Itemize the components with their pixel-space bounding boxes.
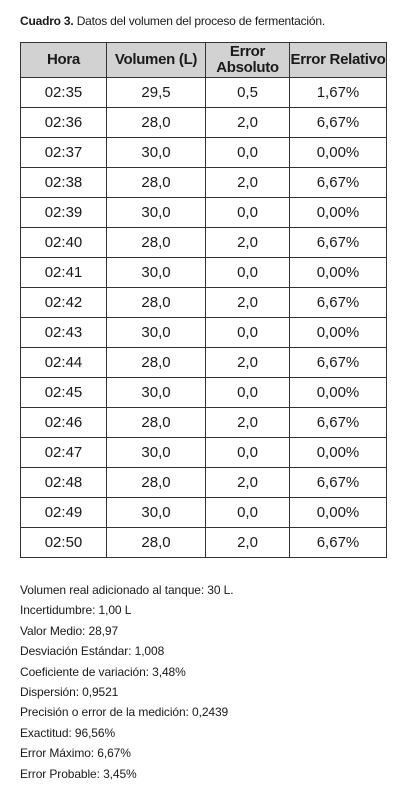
cell-error-relativo: 6,67% <box>290 228 387 258</box>
note-line: Incertidumbre: 1,00 L <box>20 603 132 618</box>
header-error-absoluto: Error Absoluto <box>206 43 290 78</box>
cell-error-relativo: 0,00% <box>290 198 387 228</box>
cell-hora: 02:37 <box>21 138 107 168</box>
table-row <box>21 348 387 378</box>
cell-hora: 02:40 <box>21 228 107 258</box>
table-caption <box>20 14 325 28</box>
caption-text: Datos del volumen del proceso de fermentación. <box>76 14 325 28</box>
cell-volumen: 30,0 <box>107 198 206 228</box>
note-line: Dispersión: 0,9521 <box>20 685 119 700</box>
table-row <box>21 258 387 288</box>
note-line: Coeficiente de variación: 3,48% <box>20 664 186 679</box>
note-line: Precisión o error de la medición: 0,2439 <box>20 705 229 720</box>
cell-error-absoluto: 2,0 <box>206 468 290 498</box>
table-row <box>21 468 387 498</box>
cell-volumen: 30,0 <box>107 318 206 348</box>
cell-volumen: 28,0 <box>107 408 206 438</box>
note-line: Valor Medio: 28,97 <box>20 623 119 638</box>
cell-error-absoluto: 0,0 <box>206 318 290 348</box>
table-row <box>21 498 387 528</box>
table-row <box>21 288 387 318</box>
cell-hora: 02:46 <box>21 408 107 438</box>
cell-hora: 02:44 <box>21 348 107 378</box>
table-row <box>21 318 387 348</box>
cell-error-relativo: 6,67% <box>290 288 387 318</box>
table-row <box>21 528 387 558</box>
cell-error-absoluto: 0,0 <box>206 378 290 408</box>
table-row <box>21 438 387 468</box>
cell-error-relativo: 6,67% <box>290 528 387 558</box>
fermentation-volume-table <box>20 42 387 558</box>
cell-error-absoluto: 2,0 <box>206 228 290 258</box>
cell-error-absoluto: 0,0 <box>206 438 290 468</box>
cell-volumen: 29,5 <box>107 78 206 108</box>
table-row <box>21 228 387 258</box>
cell-error-relativo: 0,00% <box>290 438 387 468</box>
cell-error-absoluto: 0,0 <box>206 498 290 528</box>
cell-volumen: 28,0 <box>107 528 206 558</box>
cell-error-absoluto: 2,0 <box>206 528 290 558</box>
table-row <box>21 198 387 228</box>
note-line: Desviación Estándar: 1,008 <box>20 644 165 659</box>
cell-error-relativo: 0,00% <box>290 498 387 528</box>
table-row <box>21 78 387 108</box>
caption-label: Cuadro 3. <box>20 14 74 28</box>
note-line: Volumen real adicionado al tanque: 30 L. <box>20 583 234 597</box>
cell-error-relativo: 6,67% <box>290 408 387 438</box>
cell-volumen: 28,0 <box>107 348 206 378</box>
table-row <box>21 138 387 168</box>
cell-hora: 02:36 <box>21 108 107 138</box>
header-hora: Hora <box>21 43 107 78</box>
cell-error-absoluto: 0,0 <box>206 198 290 228</box>
cell-error-relativo: 6,67% <box>290 348 387 378</box>
cell-error-absoluto: 2,0 <box>206 408 290 438</box>
cell-volumen: 30,0 <box>107 258 206 288</box>
cell-error-relativo: 6,67% <box>290 168 387 198</box>
cell-hora: 02:45 <box>21 378 107 408</box>
cell-hora: 02:48 <box>21 468 107 498</box>
table-header-row <box>21 43 387 78</box>
cell-volumen: 28,0 <box>107 288 206 318</box>
cell-error-relativo: 6,67% <box>290 108 387 138</box>
note-line: Exactitud: 96,56% <box>20 725 116 740</box>
cell-error-absoluto: 0,0 <box>206 138 290 168</box>
cell-error-relativo: 0,00% <box>290 318 387 348</box>
note-line: Error Máximo: 6,67% <box>20 746 131 761</box>
cell-hora: 02:35 <box>21 78 107 108</box>
cell-hora: 02:43 <box>21 318 107 348</box>
cell-volumen: 30,0 <box>107 438 206 468</box>
cell-volumen: 28,0 <box>107 468 206 498</box>
cell-error-absoluto: 0,5 <box>206 78 290 108</box>
cell-hora: 02:49 <box>21 498 107 528</box>
cell-error-relativo: 0,00% <box>290 378 387 408</box>
cell-hora: 02:50 <box>21 528 107 558</box>
table-row <box>21 408 387 438</box>
cell-hora: 02:39 <box>21 198 107 228</box>
cell-hora: 02:38 <box>21 168 107 198</box>
cell-volumen: 30,0 <box>107 138 206 168</box>
summary-notes <box>20 580 234 784</box>
cell-hora: 02:42 <box>21 288 107 318</box>
cell-error-absoluto: 0,0 <box>206 258 290 288</box>
cell-error-relativo: 0,00% <box>290 258 387 288</box>
table-row <box>21 108 387 138</box>
cell-volumen: 28,0 <box>107 168 206 198</box>
cell-volumen: 30,0 <box>107 378 206 408</box>
cell-error-absoluto: 2,0 <box>206 348 290 378</box>
table-row <box>21 378 387 408</box>
header-error-relativo: Error Relativo <box>290 43 387 78</box>
note-line: Error Probable: 3,45% <box>20 766 137 781</box>
header-volumen: Volumen (L) <box>107 43 206 78</box>
table-body <box>21 78 387 558</box>
cell-volumen: 30,0 <box>107 498 206 528</box>
cell-error-absoluto: 2,0 <box>206 288 290 318</box>
cell-error-relativo: 1,67% <box>290 78 387 108</box>
cell-error-relativo: 6,67% <box>290 468 387 498</box>
cell-error-absoluto: 2,0 <box>206 108 290 138</box>
cell-error-relativo: 0,00% <box>290 138 387 168</box>
cell-hora: 02:41 <box>21 258 107 288</box>
cell-error-absoluto: 2,0 <box>206 168 290 198</box>
table-row <box>21 168 387 198</box>
cell-hora: 02:47 <box>21 438 107 468</box>
cell-volumen: 28,0 <box>107 228 206 258</box>
cell-volumen: 28,0 <box>107 108 206 138</box>
